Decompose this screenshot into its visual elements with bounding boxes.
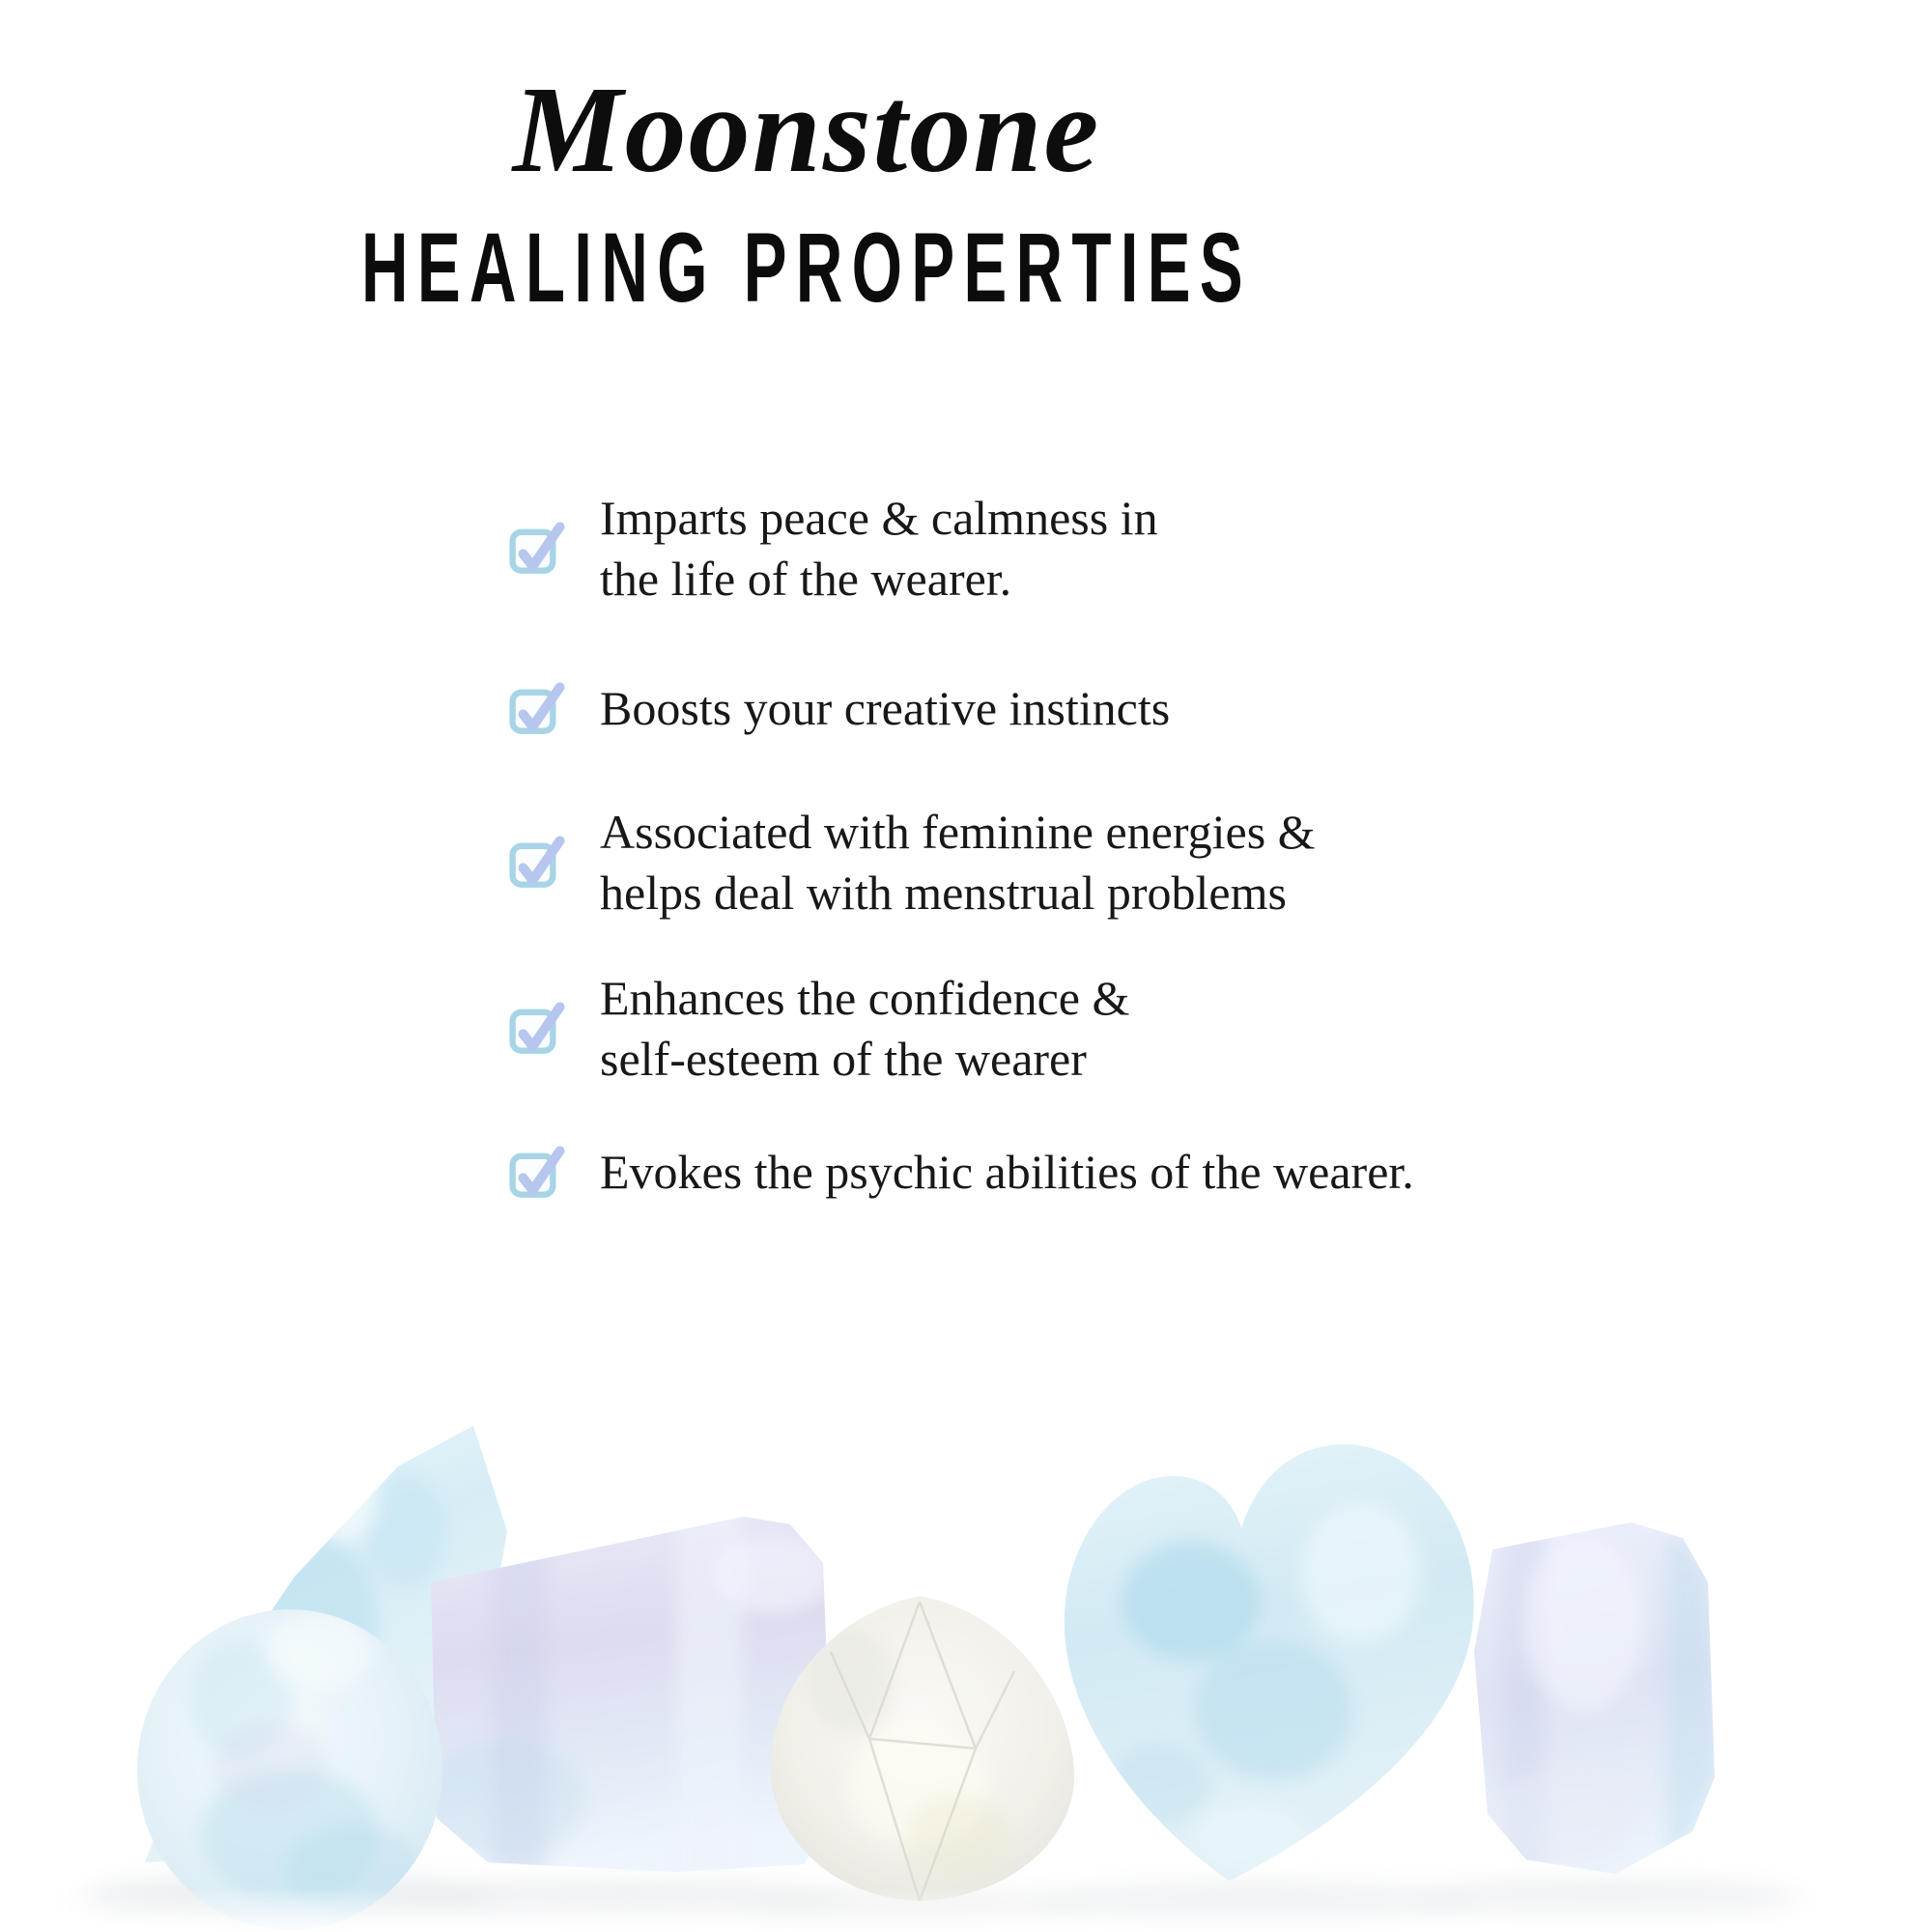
- checklist-line: Evokes the psychic abilities of the wearer.: [600, 1145, 1414, 1199]
- checklist-line: Imparts peace & calmness in: [600, 491, 1158, 545]
- checklist-item: [509, 1142, 1414, 1203]
- checklist-line: Enhances the confidence &: [600, 971, 1130, 1025]
- checklist-item: [509, 678, 1170, 739]
- checklist-item-text: [600, 802, 1316, 923]
- gem-round-cabochon: [137, 1609, 442, 1930]
- checked-checkbox-icon: [509, 681, 565, 737]
- checklist-line: Boosts your creative instincts: [600, 681, 1171, 735]
- checklist-item-text: [600, 488, 1158, 610]
- checked-checkbox-icon: [509, 1001, 565, 1057]
- page-title: Moonstone: [512, 61, 1101, 198]
- page-subtitle: HEALING PROPERTIES: [361, 213, 1252, 323]
- checklist-line: helps deal with menstrual problems: [600, 866, 1287, 920]
- checked-checkbox-icon: [509, 521, 565, 577]
- moonstone-gems-photo: [0, 1333, 1932, 1932]
- checked-checkbox-icon: [509, 835, 565, 891]
- checklist-item-text: [600, 1142, 1414, 1203]
- checklist-item: [509, 488, 1158, 610]
- checklist-line: Associated with feminine energies &: [600, 805, 1316, 859]
- checklist-line: self-esteem of the wearer: [600, 1032, 1087, 1086]
- bottom-white-fade: [0, 1886, 1932, 1932]
- checked-checkbox-icon: [509, 1145, 565, 1201]
- checklist-item-text: [600, 678, 1170, 739]
- gem-emerald-cut-stone: [1474, 1517, 1715, 1874]
- gem-heart-stone: [1056, 1435, 1480, 1889]
- checklist-line: the life of the wearer.: [600, 552, 1012, 606]
- checklist-item: [509, 968, 1129, 1090]
- checklist-item: [509, 802, 1316, 923]
- checklist-item-text: [600, 968, 1129, 1090]
